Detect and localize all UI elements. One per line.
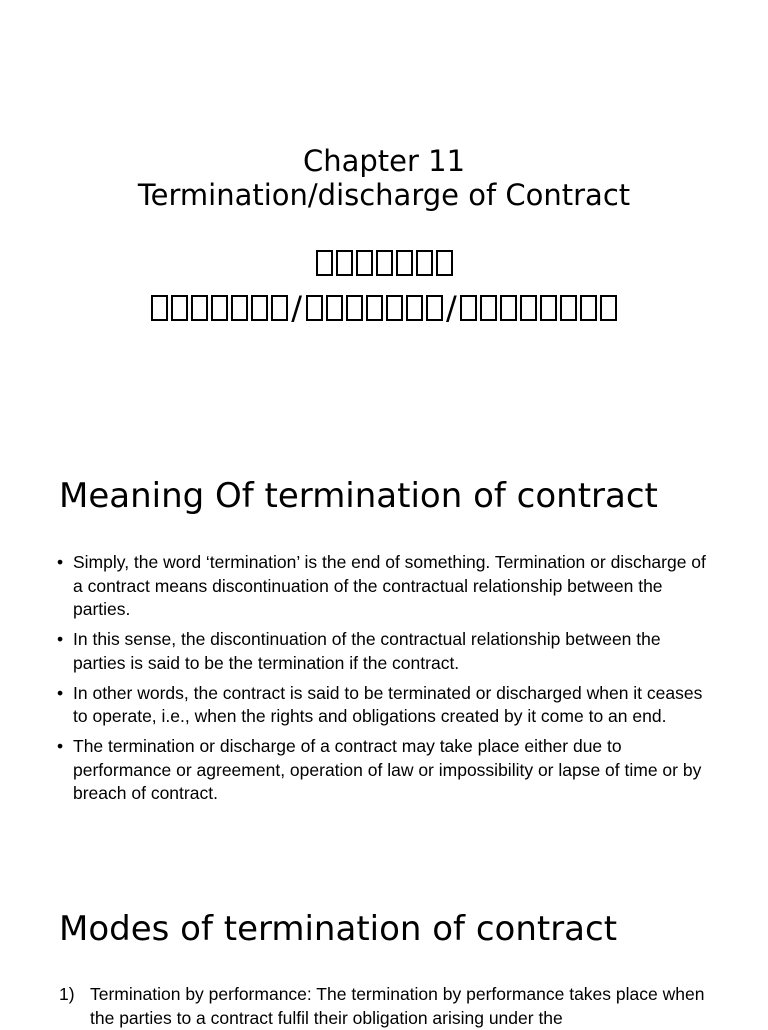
modes-heading: Modes of termination of contract [59,909,618,949]
modes-numbered-list [59,983,719,1030]
item-text: Termination by performance: The termination by performance takes place when the parties to a contract fulfil their obligation arising under the [90,984,705,1028]
meaning-bullet-list [57,551,717,812]
meaning-heading: Meaning Of termination of contract [59,476,658,516]
missing-glyph-row-1 [0,250,768,276]
bullet-item: • The termination or discharge of a contract may take place either due to performance or agreement, operation of law or impossibility or lapse of time or by breach of contract. [57,736,702,803]
bullet-item: • Simply, the word ‘termination’ is the end of something. Termination or discharge of a contract means discontinuation of the contractual relationship between the parties. [57,552,706,619]
bullet-text: In other words, the contract is said to be terminated or discharged when it ceases to operate, i.e., when the rights and obligations created by it come to an end. [73,682,703,726]
chapter-title: Chapter 11 [302,144,466,178]
bullet-text: In this sense, the discontinuation of the contractual relationship between the parties is said to be the termination if the contract. [73,629,661,673]
bullet-item: • In this sense, the discontinuation of the contractual relationship between the parties is said to be the termination if the contract. [57,629,661,673]
bullet-text: The termination or discharge of a contract may take place either due to performance or agreement, operation of law or impossibility or lapse of time or by breach of contract. [73,736,702,803]
item-number: 1) [59,984,75,1004]
numbered-item [59,983,719,1030]
chapter-subtitle: Termination/discharge of Contract [137,178,631,212]
bullet-text: Simply, the word ‘termination’ is the end of something. Termination or discharge of a contract means discontinuation of the contractual relationship between the parties. [73,552,706,619]
missing-glyph-row-2: / / [0,292,768,324]
bullet-item: • In other words, the contract is said to be terminated or discharged when it ceases to operate, i.e., when the rights and obligations created by it come to an end. [57,682,703,726]
